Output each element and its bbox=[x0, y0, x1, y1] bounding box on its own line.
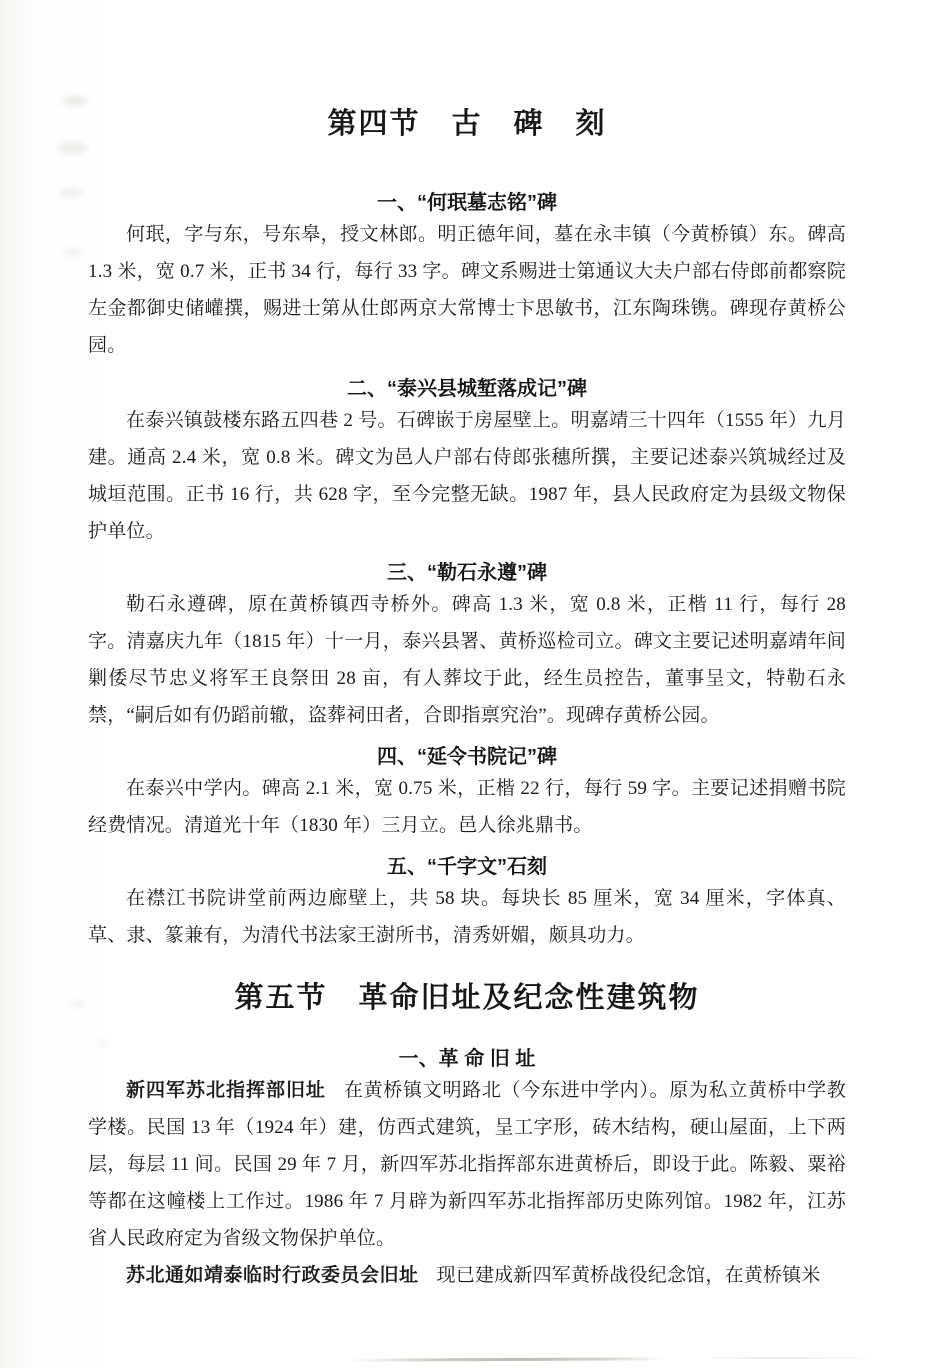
entry-subei-committee bbox=[88, 1257, 846, 1294]
section-heading-thousand-character-carving: 五、“千字文”石刻 bbox=[387, 856, 547, 878]
scan-artifact bbox=[64, 248, 82, 257]
entry-body-n4a-headquarters: 在黄桥镇文明路北（今东进中学内）。原为私立黄桥中学教学楼。民国 13 年（1924 年）建，仿西式建筑，呈工字形，砖木结构，硬山屋面，上下两层，每层 11 间。民国 29 年 7 月，新四军苏北指挥部东进黄桥后，即设于此。陈毅、粟裕等都在这幢楼上工作过。1986 年 7 月辟为新四军苏北指挥部历史陈列馆。1982 年，江苏省人民政府定为省级文物保护单位。 bbox=[88, 1080, 846, 1249]
chapter-5-title: 第五节 革命旧址及纪念性建筑物 bbox=[234, 982, 700, 1014]
chapter-4-title: 第四节 古 碑 刻 bbox=[327, 108, 607, 140]
entry-label-subei-committee: 苏北通如靖泰临时行政委员会旧址 bbox=[126, 1265, 419, 1286]
entry-label-n4a-headquarters: 新四军苏北指挥部旧址 bbox=[126, 1080, 326, 1101]
section-heading-city-wall-stele: 二、“泰兴县城堑落成记”碑 bbox=[347, 378, 587, 400]
page-content bbox=[88, 0, 846, 1294]
page-bottom-scan-line-faint bbox=[700, 1357, 880, 1359]
scan-artifact bbox=[70, 1000, 85, 1008]
entry-n4a-headquarters bbox=[88, 1072, 846, 1257]
section-heading-leshi-stele: 三、“勒石永遵”碑 bbox=[387, 562, 547, 584]
scan-artifact bbox=[62, 96, 88, 106]
section-body-thousand-character-carving: 在襟江书院讲堂前两边廊壁上，共 58 块。每块长 85 厘米，宽 34 厘米，字体真、草、隶、篆兼有，为清代书法家王澍所书，清秀妍媚，颇具功力。 bbox=[88, 888, 846, 946]
section-body-hemin-stele: 何珉，字与东，号东皋，授文林郎。明正德年间，墓在永丰镇（今黄桥镇）东。碑高 1.3 米，宽 0.7 米，正书 34 行，每行 33 字。碑文系赐进士第通议大夫户部右侍郎前都察院左金都御史储巏撰，赐进士第从仕郎两京大常博士卞思敏书，江东陶珠镌。碑现存黄桥公园。 bbox=[88, 224, 846, 356]
scan-artifact bbox=[60, 188, 82, 198]
entry-body-subei-committee: 现已建成新四军黄桥战役纪念馆，在黄桥镇米 bbox=[436, 1265, 821, 1286]
section-heading-academy-stele: 四、“延令书院记”碑 bbox=[377, 746, 557, 768]
scan-artifact bbox=[96, 1040, 108, 1047]
section-body-city-wall-stele: 在泰兴镇鼓楼东路五四巷 2 号。石碑嵌于房屋壁上。明嘉靖三十四年（1555 年）九月建。通高 2.4 米，宽 0.8 米。碑文为邑人户部右侍郎张穗所撰，主要记述泰兴筑城经过及城垣范围。正书 16 行，共 628 字，至今完整无缺。1987 年，县人民政府定为县级文物保护单位。 bbox=[88, 410, 846, 542]
section-body-academy-stele: 在泰兴中学内。碑高 2.1 米，宽 0.75 米，正楷 22 行，每行 59 字。主要记述捐赠书院经费情况。清道光十年（1830 年）三月立。邑人徐兆鼎书。 bbox=[88, 778, 846, 836]
scan-artifact bbox=[57, 142, 88, 154]
section-heading-hemin-stele: 一、“何珉墓志铭”碑 bbox=[377, 192, 557, 214]
page-bottom-scan-line bbox=[348, 1357, 666, 1361]
chapter-5-subheading: 一、革 命 旧 址 bbox=[398, 1048, 536, 1070]
section-body-leshi-stele: 勒石永遵碑，原在黄桥镇西寺桥外。碑高 1.3 米，宽 0.8 米，正楷 11 行，每行 28 字。清嘉庆九年（1815 年）十一月，泰兴县署、黄桥巡检司立。碑文主要记述明嘉靖年间剿倭尽节忠义将军王良祭田 28 亩，有人葬坟于此，经生员控告，董事呈文，特勒石永禁，“嗣后如有仍蹈前辙，盗葬祠田者，合即指禀究治”。现碑存黄桥公园。 bbox=[88, 594, 846, 726]
